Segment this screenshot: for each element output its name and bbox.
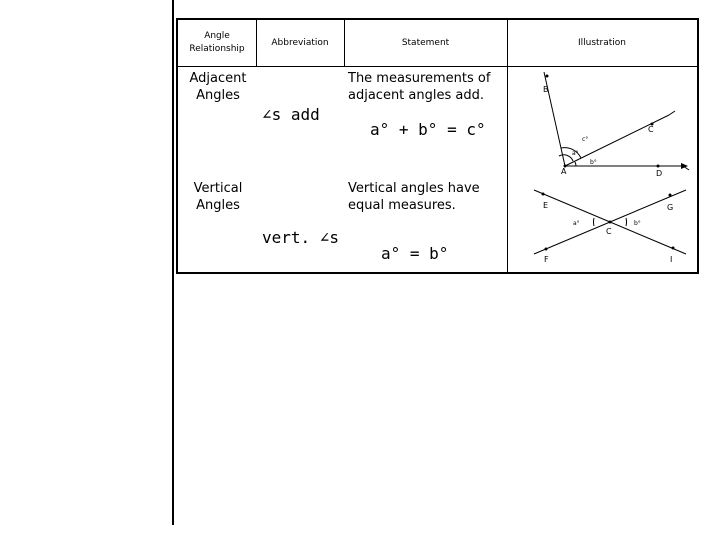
- vertical-abbreviation: vert. ∠s: [262, 228, 340, 247]
- column-divider-3: [507, 20, 508, 272]
- vertical-statement: Vertical angles have equal measures.: [348, 181, 480, 213]
- adjacent-angles-label: Adjacent Angles: [189, 71, 247, 103]
- label-point-g: G: [667, 203, 674, 212]
- adjacent-abbreviation: ∠s add: [262, 105, 320, 124]
- label-angle-a: a°: [573, 220, 580, 227]
- adjacent-angles-diagram: [509, 68, 699, 178]
- header-angle-relationship: Angle Relationship: [189, 31, 245, 54]
- label-point-e: E: [543, 201, 549, 210]
- label-angle-b: b°: [634, 220, 641, 227]
- label-point-f: F: [544, 255, 549, 264]
- vertical-equation: a° = b°: [381, 244, 449, 263]
- angle-relationships-table: [176, 18, 699, 274]
- header-statement: Statement: [401, 38, 450, 48]
- label-point-b: B: [543, 85, 549, 94]
- label-point-i: I: [670, 255, 673, 264]
- label-point-d: D: [656, 169, 663, 178]
- label-angle-c: c°: [582, 136, 589, 143]
- vertical-angles-label: Vertical Angles: [193, 181, 243, 213]
- page-margin-line: [172, 0, 174, 525]
- adjacent-equation: a° + b° = c°: [370, 120, 486, 139]
- label-point-c: C: [606, 227, 612, 236]
- vertical-angles-diagram: [509, 178, 699, 268]
- label-point-a: A: [561, 167, 567, 176]
- header-divider: [178, 66, 697, 67]
- header-abbreviation: Abbreviation: [271, 38, 329, 48]
- header-illustration: Illustration: [577, 38, 627, 48]
- label-angle-a: a°: [572, 150, 579, 157]
- label-point-c: C: [648, 125, 654, 134]
- label-angle-b: b°: [590, 159, 597, 166]
- adjacent-statement: The measurements of adjacent angles add.: [348, 71, 491, 103]
